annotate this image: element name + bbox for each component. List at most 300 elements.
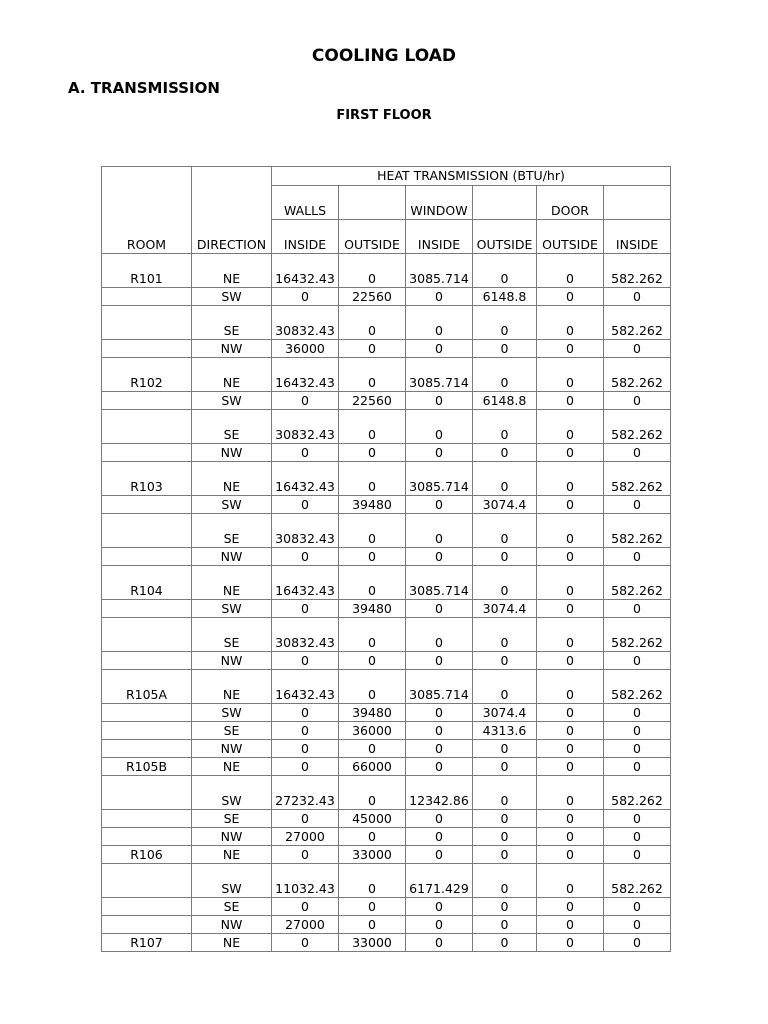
value-cell — [339, 600, 406, 618]
value-text: 0 — [566, 635, 574, 650]
value-cell — [537, 600, 604, 618]
table-row — [102, 810, 671, 828]
value-cell — [406, 566, 473, 600]
value-cell — [604, 934, 671, 952]
value-cell — [406, 722, 473, 740]
value-text: 0 — [435, 393, 443, 408]
value-text: 33000 — [352, 847, 392, 862]
value-cell — [604, 340, 671, 358]
room-cell — [102, 548, 192, 566]
value-text: 0 — [566, 811, 574, 826]
direction-cell: SE — [192, 898, 272, 916]
value-text: 0 — [566, 583, 574, 598]
value-cell — [473, 810, 537, 828]
value-cell — [339, 340, 406, 358]
room-cell: R105A — [102, 670, 192, 704]
value-text: 0 — [633, 393, 641, 408]
value-text: 11032.43 — [275, 881, 335, 896]
direction-cell: SE — [192, 810, 272, 828]
value-text: 39480 — [352, 601, 392, 616]
direction-cell: SW — [192, 392, 272, 410]
value-cell — [272, 358, 339, 392]
header-door-inside: INSIDE — [604, 220, 671, 254]
value-text: 0 — [633, 829, 641, 844]
header-blank-2 — [473, 186, 537, 220]
value-cell — [537, 758, 604, 776]
value-text: 0 — [435, 829, 443, 844]
value-cell — [339, 618, 406, 652]
value-text: 0 — [435, 723, 443, 738]
value-text: 0 — [633, 705, 641, 720]
value-cell — [604, 496, 671, 514]
value-text: 0 — [566, 341, 574, 356]
value-cell — [272, 340, 339, 358]
value-text: 582.262 — [611, 635, 663, 650]
value-cell — [604, 758, 671, 776]
value-cell — [537, 846, 604, 864]
value-cell — [272, 410, 339, 444]
table-row — [102, 254, 671, 288]
value-text: 0 — [500, 899, 509, 914]
value-text: 22560 — [352, 393, 392, 408]
value-cell — [406, 462, 473, 496]
value-text: 0 — [368, 479, 376, 494]
direction-cell: NE — [192, 254, 272, 288]
room-cell — [102, 340, 192, 358]
room-cell — [102, 916, 192, 934]
value-cell — [406, 410, 473, 444]
value-cell — [339, 740, 406, 758]
direction-cell: SE — [192, 514, 272, 548]
value-text: 0 — [500, 375, 509, 390]
header-window-outside: OUTSIDE — [473, 220, 537, 254]
value-text: 3074.4 — [482, 705, 527, 720]
value-cell — [537, 514, 604, 548]
value-cell — [272, 898, 339, 916]
table-row — [102, 864, 671, 898]
room-cell — [102, 600, 192, 618]
value-text: 0 — [566, 881, 574, 896]
value-text: 0 — [500, 741, 509, 756]
value-text: 0 — [301, 811, 309, 826]
value-text: 0 — [566, 497, 574, 512]
value-text: 0 — [500, 935, 509, 950]
value-text: 66000 — [352, 759, 392, 774]
direction-cell: SW — [192, 776, 272, 810]
value-text: 0 — [633, 653, 641, 668]
direction-cell: NE — [192, 462, 272, 496]
value-text: 30832.43 — [275, 323, 335, 338]
value-text: 33000 — [352, 935, 392, 950]
value-text: 0 — [500, 793, 509, 808]
value-text: 0 — [500, 583, 509, 598]
value-cell — [406, 758, 473, 776]
header-blank-1 — [339, 186, 406, 220]
value-text: 0 — [368, 271, 376, 286]
room-cell — [102, 444, 192, 462]
value-text: 16432.43 — [275, 271, 335, 286]
value-text: 0 — [435, 341, 443, 356]
value-text: 30832.43 — [275, 531, 335, 546]
value-cell — [537, 916, 604, 934]
value-text: 0 — [500, 829, 509, 844]
value-text: 16432.43 — [275, 583, 335, 598]
page-title: COOLING LOAD — [311, 46, 457, 66]
value-cell — [272, 288, 339, 306]
value-text: 0 — [500, 687, 509, 702]
value-text: 582.262 — [611, 583, 663, 598]
value-text: 0 — [566, 549, 574, 564]
value-text: 0 — [566, 289, 574, 304]
header-door-outside: OUTSIDE — [537, 220, 604, 254]
value-cell — [473, 846, 537, 864]
value-cell — [604, 652, 671, 670]
room-cell — [102, 618, 192, 652]
room-cell — [102, 306, 192, 340]
value-cell — [473, 306, 537, 340]
direction-cell: SW — [192, 496, 272, 514]
value-text: 0 — [566, 445, 574, 460]
table-row — [102, 496, 671, 514]
table-row — [102, 340, 671, 358]
value-text: 4313.6 — [482, 723, 527, 738]
value-text: 45000 — [352, 811, 392, 826]
value-cell — [537, 306, 604, 340]
header-walls-inside: INSIDE — [272, 220, 339, 254]
value-cell — [406, 828, 473, 846]
direction-cell: SW — [192, 600, 272, 618]
table-row — [102, 652, 671, 670]
direction-cell: SW — [192, 864, 272, 898]
room-cell — [102, 740, 192, 758]
value-cell — [272, 444, 339, 462]
value-text: 0 — [500, 531, 509, 546]
room-cell — [102, 722, 192, 740]
value-text: 0 — [500, 479, 509, 494]
value-cell — [339, 566, 406, 600]
table-row — [102, 600, 671, 618]
room-cell: R105B — [102, 758, 192, 776]
value-cell — [339, 496, 406, 514]
room-cell: R102 — [102, 358, 192, 392]
value-cell — [272, 776, 339, 810]
value-cell — [406, 392, 473, 410]
value-text: 582.262 — [611, 323, 663, 338]
value-text: 0 — [566, 271, 574, 286]
table-row — [102, 358, 671, 392]
value-text: 582.262 — [611, 375, 663, 390]
value-text: 0 — [435, 811, 443, 826]
value-text: 0 — [500, 881, 509, 896]
value-cell — [473, 670, 537, 704]
value-cell — [604, 548, 671, 566]
value-cell — [272, 916, 339, 934]
value-cell — [537, 340, 604, 358]
value-cell — [473, 652, 537, 670]
value-cell — [406, 600, 473, 618]
value-cell — [473, 740, 537, 758]
value-cell — [604, 898, 671, 916]
table-row — [102, 618, 671, 652]
value-text: 0 — [566, 847, 574, 862]
value-cell — [537, 722, 604, 740]
table-row — [102, 410, 671, 444]
value-text: 0 — [566, 829, 574, 844]
value-text: 0 — [566, 793, 574, 808]
direction-cell: SE — [192, 306, 272, 340]
value-text: 0 — [500, 847, 509, 862]
direction-cell: NE — [192, 934, 272, 952]
value-text: 0 — [435, 531, 443, 546]
floor-subtitle: FIRST FLOOR — [336, 108, 432, 123]
value-text: 0 — [566, 427, 574, 442]
table-row — [102, 776, 671, 810]
value-cell — [604, 462, 671, 496]
value-cell — [473, 548, 537, 566]
value-text: 0 — [633, 549, 641, 564]
direction-cell: SE — [192, 722, 272, 740]
table-row — [102, 392, 671, 410]
value-cell — [537, 410, 604, 444]
value-cell — [406, 810, 473, 828]
value-cell — [406, 444, 473, 462]
value-text: 0 — [500, 323, 509, 338]
room-cell — [102, 392, 192, 410]
value-text: 16432.43 — [275, 479, 335, 494]
value-text: 0 — [566, 899, 574, 914]
value-text: 0 — [500, 653, 509, 668]
value-text: 0 — [633, 811, 641, 826]
value-cell — [473, 254, 537, 288]
value-text: 3074.4 — [482, 601, 527, 616]
value-cell — [604, 776, 671, 810]
table-row — [102, 444, 671, 462]
value-cell — [406, 340, 473, 358]
room-cell: R107 — [102, 934, 192, 952]
value-cell — [473, 704, 537, 722]
value-text: 0 — [633, 723, 641, 738]
table-row — [102, 846, 671, 864]
value-text: 582.262 — [611, 687, 663, 702]
value-cell — [604, 410, 671, 444]
value-text: 0 — [633, 847, 641, 862]
value-text: 0 — [301, 723, 309, 738]
value-text: 0 — [435, 445, 443, 460]
value-text: 0 — [368, 549, 376, 564]
value-cell — [339, 810, 406, 828]
direction-cell: NW — [192, 444, 272, 462]
value-text: 3085.714 — [409, 375, 469, 390]
value-cell — [272, 462, 339, 496]
value-text: 16432.43 — [275, 375, 335, 390]
value-cell — [473, 722, 537, 740]
value-text: 0 — [633, 899, 641, 914]
value-text: 0 — [301, 935, 309, 950]
value-cell — [604, 358, 671, 392]
value-cell — [339, 934, 406, 952]
value-cell — [406, 740, 473, 758]
value-text: 0 — [301, 393, 309, 408]
value-text: 0 — [566, 653, 574, 668]
value-cell — [272, 846, 339, 864]
value-text: 39480 — [352, 705, 392, 720]
heat-transmission-table — [101, 166, 671, 952]
table-row — [102, 758, 671, 776]
value-cell — [604, 618, 671, 652]
value-cell — [339, 776, 406, 810]
value-text: 0 — [301, 601, 309, 616]
value-cell — [473, 288, 537, 306]
room-cell — [102, 514, 192, 548]
value-text: 0 — [435, 289, 443, 304]
table-row — [102, 566, 671, 600]
value-text: 0 — [566, 323, 574, 338]
value-cell — [604, 600, 671, 618]
value-cell — [406, 358, 473, 392]
value-text: 0 — [301, 289, 309, 304]
room-cell: R106 — [102, 846, 192, 864]
value-text: 0 — [566, 531, 574, 546]
value-cell — [272, 392, 339, 410]
header-blank-3 — [604, 186, 671, 220]
value-cell — [604, 288, 671, 306]
value-text: 0 — [633, 497, 641, 512]
value-cell — [272, 758, 339, 776]
value-cell — [473, 392, 537, 410]
value-text: 36000 — [352, 723, 392, 738]
room-cell: R103 — [102, 462, 192, 496]
value-text: 3074.4 — [482, 497, 527, 512]
value-cell — [272, 652, 339, 670]
direction-cell: NE — [192, 358, 272, 392]
table-row — [102, 898, 671, 916]
value-text: 16432.43 — [275, 687, 335, 702]
value-cell — [473, 358, 537, 392]
value-text: 0 — [301, 847, 309, 862]
table-row — [102, 934, 671, 952]
direction-cell: NW — [192, 548, 272, 566]
room-cell — [102, 810, 192, 828]
value-cell — [604, 566, 671, 600]
direction-cell: NW — [192, 340, 272, 358]
direction-cell: NW — [192, 828, 272, 846]
value-text: 0 — [368, 741, 376, 756]
value-text: 0 — [368, 899, 376, 914]
direction-cell: SE — [192, 618, 272, 652]
value-cell — [272, 828, 339, 846]
value-cell — [339, 358, 406, 392]
value-cell — [473, 758, 537, 776]
value-cell — [406, 934, 473, 952]
value-cell — [537, 392, 604, 410]
direction-cell: SW — [192, 704, 272, 722]
value-cell — [339, 864, 406, 898]
value-cell — [272, 740, 339, 758]
value-text: 3085.714 — [409, 479, 469, 494]
value-text: 3085.714 — [409, 271, 469, 286]
direction-cell: NE — [192, 566, 272, 600]
value-cell — [406, 776, 473, 810]
value-cell — [473, 410, 537, 444]
value-cell — [339, 444, 406, 462]
value-text: 0 — [435, 323, 443, 338]
value-text: 27000 — [285, 829, 325, 844]
value-text: 27232.43 — [275, 793, 335, 808]
value-cell — [406, 548, 473, 566]
value-text: 0 — [435, 601, 443, 616]
value-cell — [406, 864, 473, 898]
value-cell — [406, 670, 473, 704]
value-cell — [473, 496, 537, 514]
value-text: 0 — [368, 829, 376, 844]
value-cell — [339, 846, 406, 864]
value-cell — [473, 618, 537, 652]
value-text: 0 — [633, 289, 641, 304]
direction-cell: NW — [192, 916, 272, 934]
value-text: 0 — [435, 759, 443, 774]
value-text: 0 — [566, 393, 574, 408]
value-text: 0 — [368, 375, 376, 390]
direction-cell: SE — [192, 410, 272, 444]
value-cell — [604, 916, 671, 934]
value-cell — [339, 828, 406, 846]
value-text: 0 — [301, 445, 309, 460]
value-text: 582.262 — [611, 881, 663, 896]
value-cell — [339, 652, 406, 670]
value-cell — [537, 462, 604, 496]
value-cell — [537, 898, 604, 916]
room-cell: R104 — [102, 566, 192, 600]
value-cell — [406, 514, 473, 548]
value-cell — [272, 566, 339, 600]
value-cell — [537, 934, 604, 952]
value-cell — [272, 496, 339, 514]
table-row — [102, 828, 671, 846]
value-text: 22560 — [352, 289, 392, 304]
header-window: WINDOW — [406, 186, 473, 220]
value-cell — [473, 462, 537, 496]
value-text: 0 — [301, 653, 309, 668]
value-text: 0 — [566, 723, 574, 738]
value-text: 0 — [500, 917, 509, 932]
table-row — [102, 670, 671, 704]
value-cell — [604, 740, 671, 758]
value-text: 39480 — [352, 497, 392, 512]
value-text: 0 — [566, 705, 574, 720]
value-cell — [339, 514, 406, 548]
value-cell — [604, 722, 671, 740]
value-cell — [339, 758, 406, 776]
header-walls-outside: OUTSIDE — [339, 220, 406, 254]
value-text: 0 — [566, 917, 574, 932]
value-cell — [406, 846, 473, 864]
value-text: 582.262 — [611, 479, 663, 494]
value-cell — [537, 652, 604, 670]
value-cell — [473, 514, 537, 548]
value-cell — [272, 548, 339, 566]
value-cell — [272, 306, 339, 340]
value-text: 3085.714 — [409, 583, 469, 598]
value-text: 0 — [435, 899, 443, 914]
value-text: 0 — [368, 531, 376, 546]
direction-cell: NW — [192, 740, 272, 758]
value-text: 0 — [301, 759, 309, 774]
room-cell — [102, 776, 192, 810]
value-text: 30832.43 — [275, 635, 335, 650]
value-text: 0 — [500, 271, 509, 286]
value-cell — [473, 444, 537, 462]
value-text: 0 — [368, 881, 376, 896]
